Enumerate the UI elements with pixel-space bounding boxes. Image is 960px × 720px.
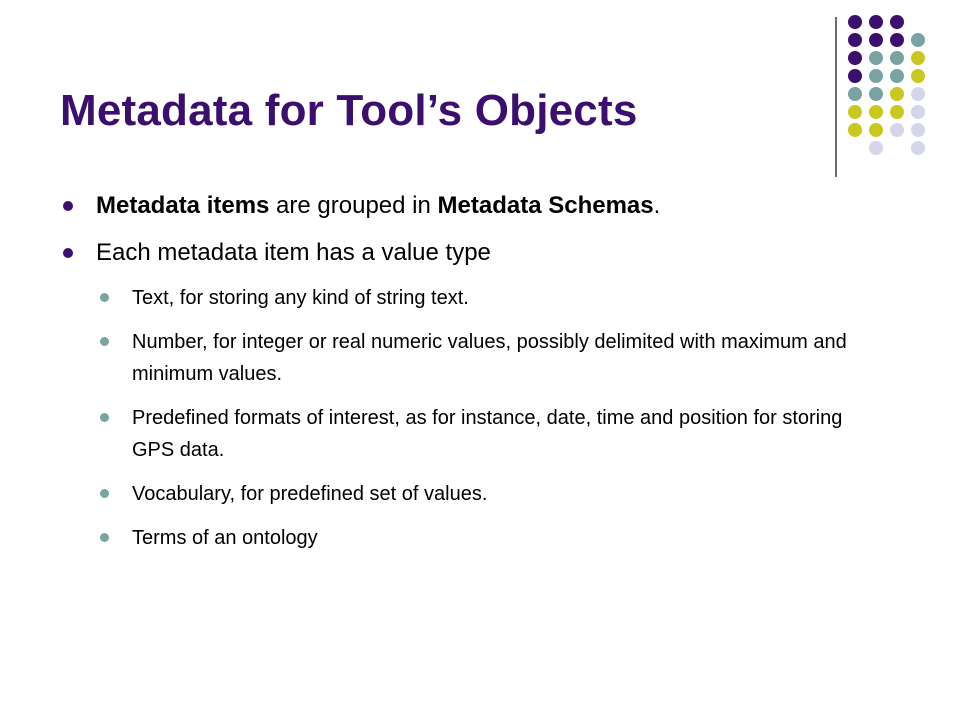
sub-bullet-text [60,282,860,314]
sub-bullet-vocabulary [60,478,860,510]
bold-term-metadata-schemas: Metadata Schemas [437,192,654,219]
bullet-text-part: are grouped in [269,192,438,219]
bullet-dot-icon [63,248,73,258]
decorative-dot [869,51,883,65]
decorative-dot [848,15,862,29]
bullet-text-part: . [653,192,661,219]
sub-bullet-dot-icon [100,489,109,498]
bullet-dot-icon [63,201,73,211]
decorative-dot [890,69,904,83]
decorative-dot [911,33,925,47]
decorative-dot [869,105,883,119]
bold-term-metadata-items: Metadata items [96,192,270,219]
decorative-dot [911,69,925,83]
decorative-dot [890,87,904,101]
bullet-text-value-type: Each metadata item has a value type [96,239,491,266]
decorative-dot [890,105,904,119]
decorative-dot [911,51,925,65]
sub-bullet-ontology [60,522,860,554]
vertical-divider [835,17,837,177]
bullet-item-grouping [60,188,860,223]
sub-bullet-label: Terms of an ontology [132,527,318,549]
decorative-dot [890,123,904,137]
bullet-list [60,188,860,566]
decorative-dot [911,123,925,137]
decorative-dot [890,15,904,29]
sub-bullet-number [60,326,860,390]
decorative-dot [869,87,883,101]
sub-bullet-predefined-formats [60,402,860,466]
decorative-dot [848,87,862,101]
decorative-dot [848,105,862,119]
sub-bullet-dot-icon [100,337,109,346]
decorative-dot [890,33,904,47]
slide-title: Metadata for Tool’s Objects [60,86,638,135]
decorative-dot [869,69,883,83]
decorative-dot [890,51,904,65]
sub-bullet-list [60,282,860,554]
decorative-dot [911,87,925,101]
decorative-dot [848,69,862,83]
decorative-dot [869,15,883,29]
sub-bullet-dot-icon [100,533,109,542]
bullet-text-grouping [96,192,660,219]
sub-bullet-dot-icon [100,293,109,302]
decorative-dot [869,123,883,137]
sub-bullet-label: Number, for integer or real numeric values, possibly delimited with maximum and minimum values. [132,331,847,385]
sub-bullet-label: Predefined formats of interest, as for instance, date, time and position for storing GPS data. [132,407,843,461]
sub-bullet-dot-icon [100,413,109,422]
sub-bullet-label: Text, for storing any kind of string text. [132,287,469,309]
decorative-dot [869,33,883,47]
decorative-dot [911,105,925,119]
decorative-dot [848,123,862,137]
sub-bullet-label: Vocabulary, for predefined set of values. [132,483,488,505]
decorative-dot [911,141,925,155]
decorative-dot [848,33,862,47]
bullet-item-value-type [60,235,860,554]
decorative-dot [869,141,883,155]
decorative-dot [848,51,862,65]
